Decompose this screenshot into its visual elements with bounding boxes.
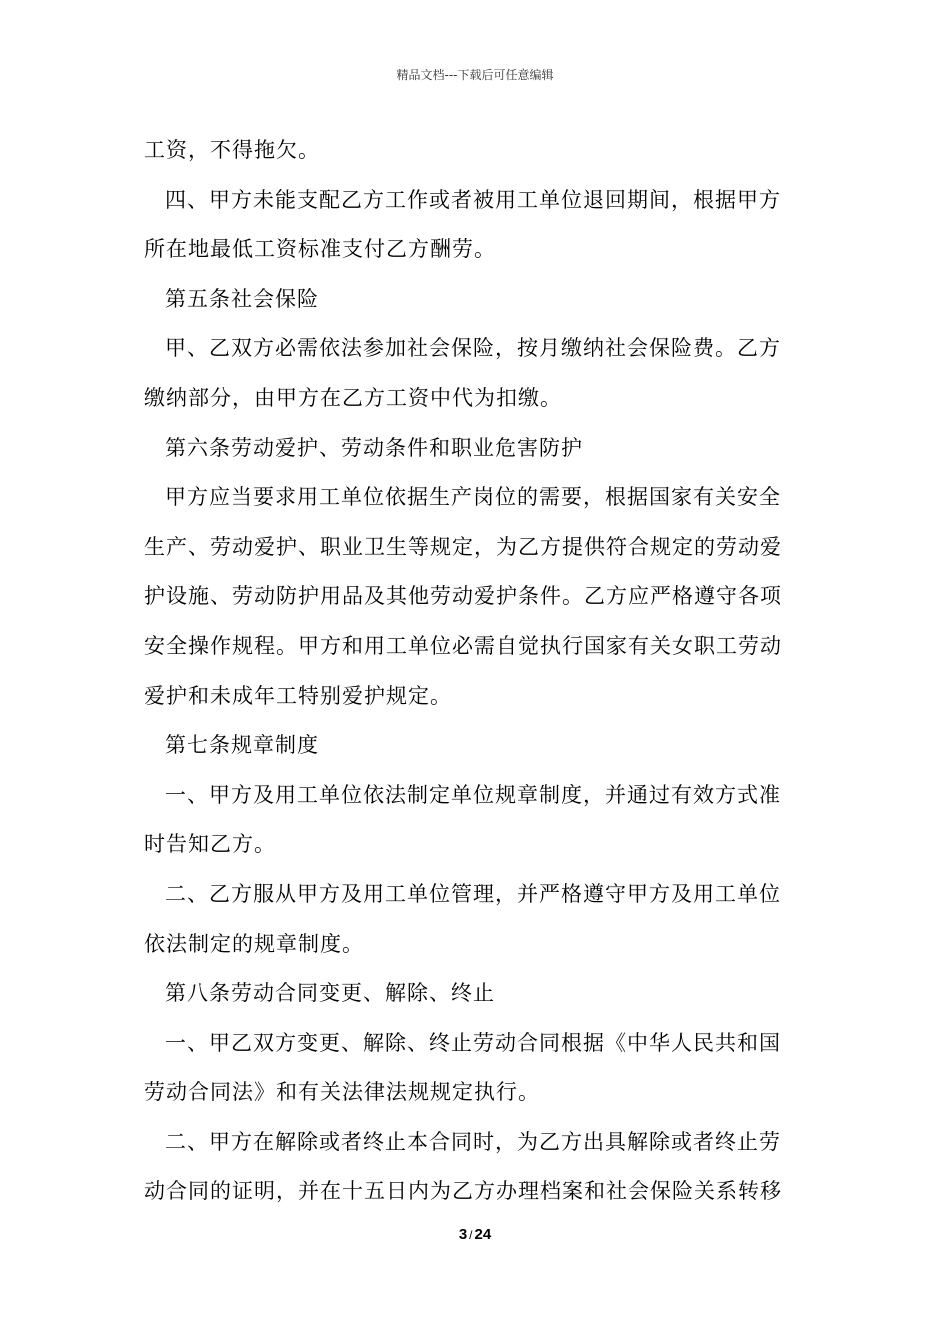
text-line: 依法制定的规章制度。 xyxy=(144,931,364,956)
paragraph-start: 甲、乙双方必需依法参加社会保险，按月缴纳社会保险费。乙方 xyxy=(165,336,781,361)
page-separator: / xyxy=(469,1228,473,1242)
text-line: 生产、劳动爱护、职业卫生等规定，为乙方提供符合规定的劳动爱 xyxy=(144,534,782,559)
text-line: 爱护和未成年工特别爱护规定。 xyxy=(144,683,452,708)
paragraph-start: 二、乙方服从甲方及用工单位管理，并严格遵守甲方及用工单位 xyxy=(165,881,781,906)
text-line: 安全操作规程。甲方和用工单位必需自觉执行国家有关女职工劳动 xyxy=(144,633,782,658)
text-line: 动合同的证明，并在十五日内为乙方办理档案和社会保险关系转移 xyxy=(144,1179,782,1204)
paragraph-start: 一、甲方及用工单位依法制定单位规章制度，并通过有效方式准 xyxy=(165,782,781,807)
paragraph-start: 甲方应当要求用工单位依据生产岗位的需要，根据国家有关安全 xyxy=(165,485,781,510)
section-heading: 第六条劳动爱护、劳动条件和职业危害防护 xyxy=(165,435,583,460)
section-heading: 第八条劳动合同变更、解除、终止 xyxy=(165,981,495,1006)
text-line: 所在地最低工资标准支付乙方酬劳。 xyxy=(144,237,496,262)
document-body xyxy=(144,126,816,1217)
text-line: 劳动合同法》和有关法律法规规定执行。 xyxy=(144,1080,540,1105)
text-line: 时告知乙方。 xyxy=(144,832,276,857)
page-number xyxy=(0,1226,950,1243)
text-line: 护设施、劳动防护用品及其他劳动爱护条件。乙方应严格遵守各项 xyxy=(144,584,782,609)
paragraph-start: 一、甲乙双方变更、解除、终止劳动合同根据《中华人民共和国 xyxy=(165,1030,781,1055)
paragraph-start: 二、甲方在解除或者终止本合同时，为乙方出具解除或者终止劳 xyxy=(165,1129,781,1154)
page-header: 精品文档---下载后可任意编辑 xyxy=(396,68,554,82)
text-line: 缴纳部分，由甲方在乙方工资中代为扣缴。 xyxy=(144,385,562,410)
total-pages: 24 xyxy=(474,1226,492,1243)
paragraph-start: 四、甲方未能支配乙方工作或者被用工单位退回期间，根据甲方 xyxy=(165,187,781,212)
text-line: 工资，不得拖欠。 xyxy=(144,138,320,162)
current-page: 3 xyxy=(458,1226,468,1243)
section-heading: 第七条规章制度 xyxy=(165,733,319,758)
section-heading: 第五条社会保险 xyxy=(165,286,319,311)
